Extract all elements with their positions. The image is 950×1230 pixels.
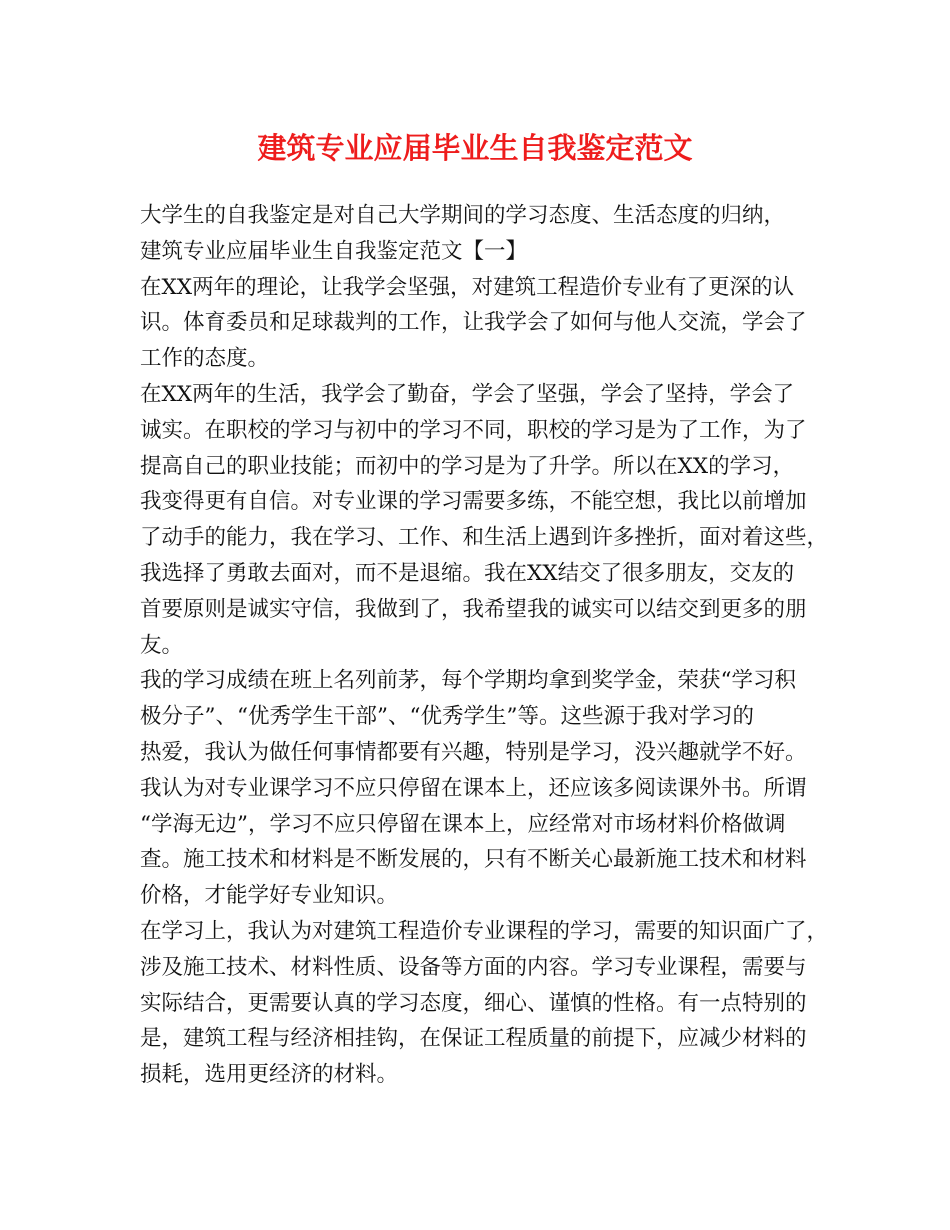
text-line: 极分子”、“优秀学生干部”、“优秀学生”等。这些源于我对学习的 xyxy=(140,704,754,730)
text-line: 我变得更有自信。对专业课的学习需要多练，不能空想，我比以前增加 xyxy=(140,489,807,515)
text-line: 了动手的能力，我在学习、工作、和生活上遇到许多挫折，面对着这些， xyxy=(140,525,829,551)
text-line: 实际结合，更需要认真的学习态度，细心、谨慎的性格。有一点特别的 xyxy=(140,990,807,1016)
text-line: 查。施工技术和材料是不断发展的，只有不断关心最新施工技术和材料 xyxy=(140,847,807,873)
text-line: 大学生的自我鉴定是对自己大学期间的学习态度、生活态度的归纳， xyxy=(140,203,786,228)
document-body xyxy=(140,198,840,1093)
text-line: 建筑专业应届毕业生自我鉴定范文【一】 xyxy=(140,238,528,264)
text-line: 在XX两年的生活，我学会了勤奋，学会了坚强，学会了坚持，学会了 xyxy=(140,381,795,407)
text-line: 首要原则是诚实守信，我做到了，我希望我的诚实可以结交到更多的朋 xyxy=(140,596,807,622)
text-line: 我的学习成绩在班上名列前茅，每个学期均拿到奖学金，荣获“学习积 xyxy=(140,668,796,694)
text-line: 价格，才能学好专业知识。 xyxy=(140,883,399,909)
text-line: 在学习上，我认为对建筑工程造价专业课程的学习，需要的知识面广了， xyxy=(140,918,829,944)
text-line: 在XX两年的理论，让我学会坚强，对建筑工程造价专业有了更深的认 xyxy=(140,274,795,300)
text-line: 提高自己的职业技能；而初中的学习是为了升学。所以在XX的学习， xyxy=(140,453,795,479)
text-line: 涉及施工技术、材料性质、设备等方面的内容。学习专业课程，需要与 xyxy=(140,954,807,980)
text-line: 是，建筑工程与经济相挂钩，在保证工程质量的前提下，应减少材料的 xyxy=(140,1026,807,1052)
text-line: 损耗，选用更经济的材料。 xyxy=(140,1062,399,1088)
text-line: “学海无边”，学习不应只停留在课本上，应经常对市场材料价格做调 xyxy=(140,811,786,837)
text-line: 我认为对专业课学习不应只停留在课本上，还应该多阅读课外书。所谓 xyxy=(140,775,807,801)
text-line: 识。体育委员和足球裁判的工作，让我学会了如何与他人交流，学会了 xyxy=(140,310,807,336)
text-line: 工作的态度。 xyxy=(140,346,270,372)
document-title: 建筑专业应届毕业生自我鉴定范文 xyxy=(257,131,693,165)
text-line: 我选择了勇敢去面对，而不是退缩。我在XX结交了很多朋友，交友的 xyxy=(140,560,795,586)
text-line: 友。 xyxy=(140,632,184,658)
text-line: 热爱，我认为做任何事情都要有兴趣，特别是学习，没兴趣就学不好。 xyxy=(140,739,807,765)
text-line: 诚实。在职校的学习与初中的学习不同，职校的学习是为了工作，为了 xyxy=(140,417,807,443)
